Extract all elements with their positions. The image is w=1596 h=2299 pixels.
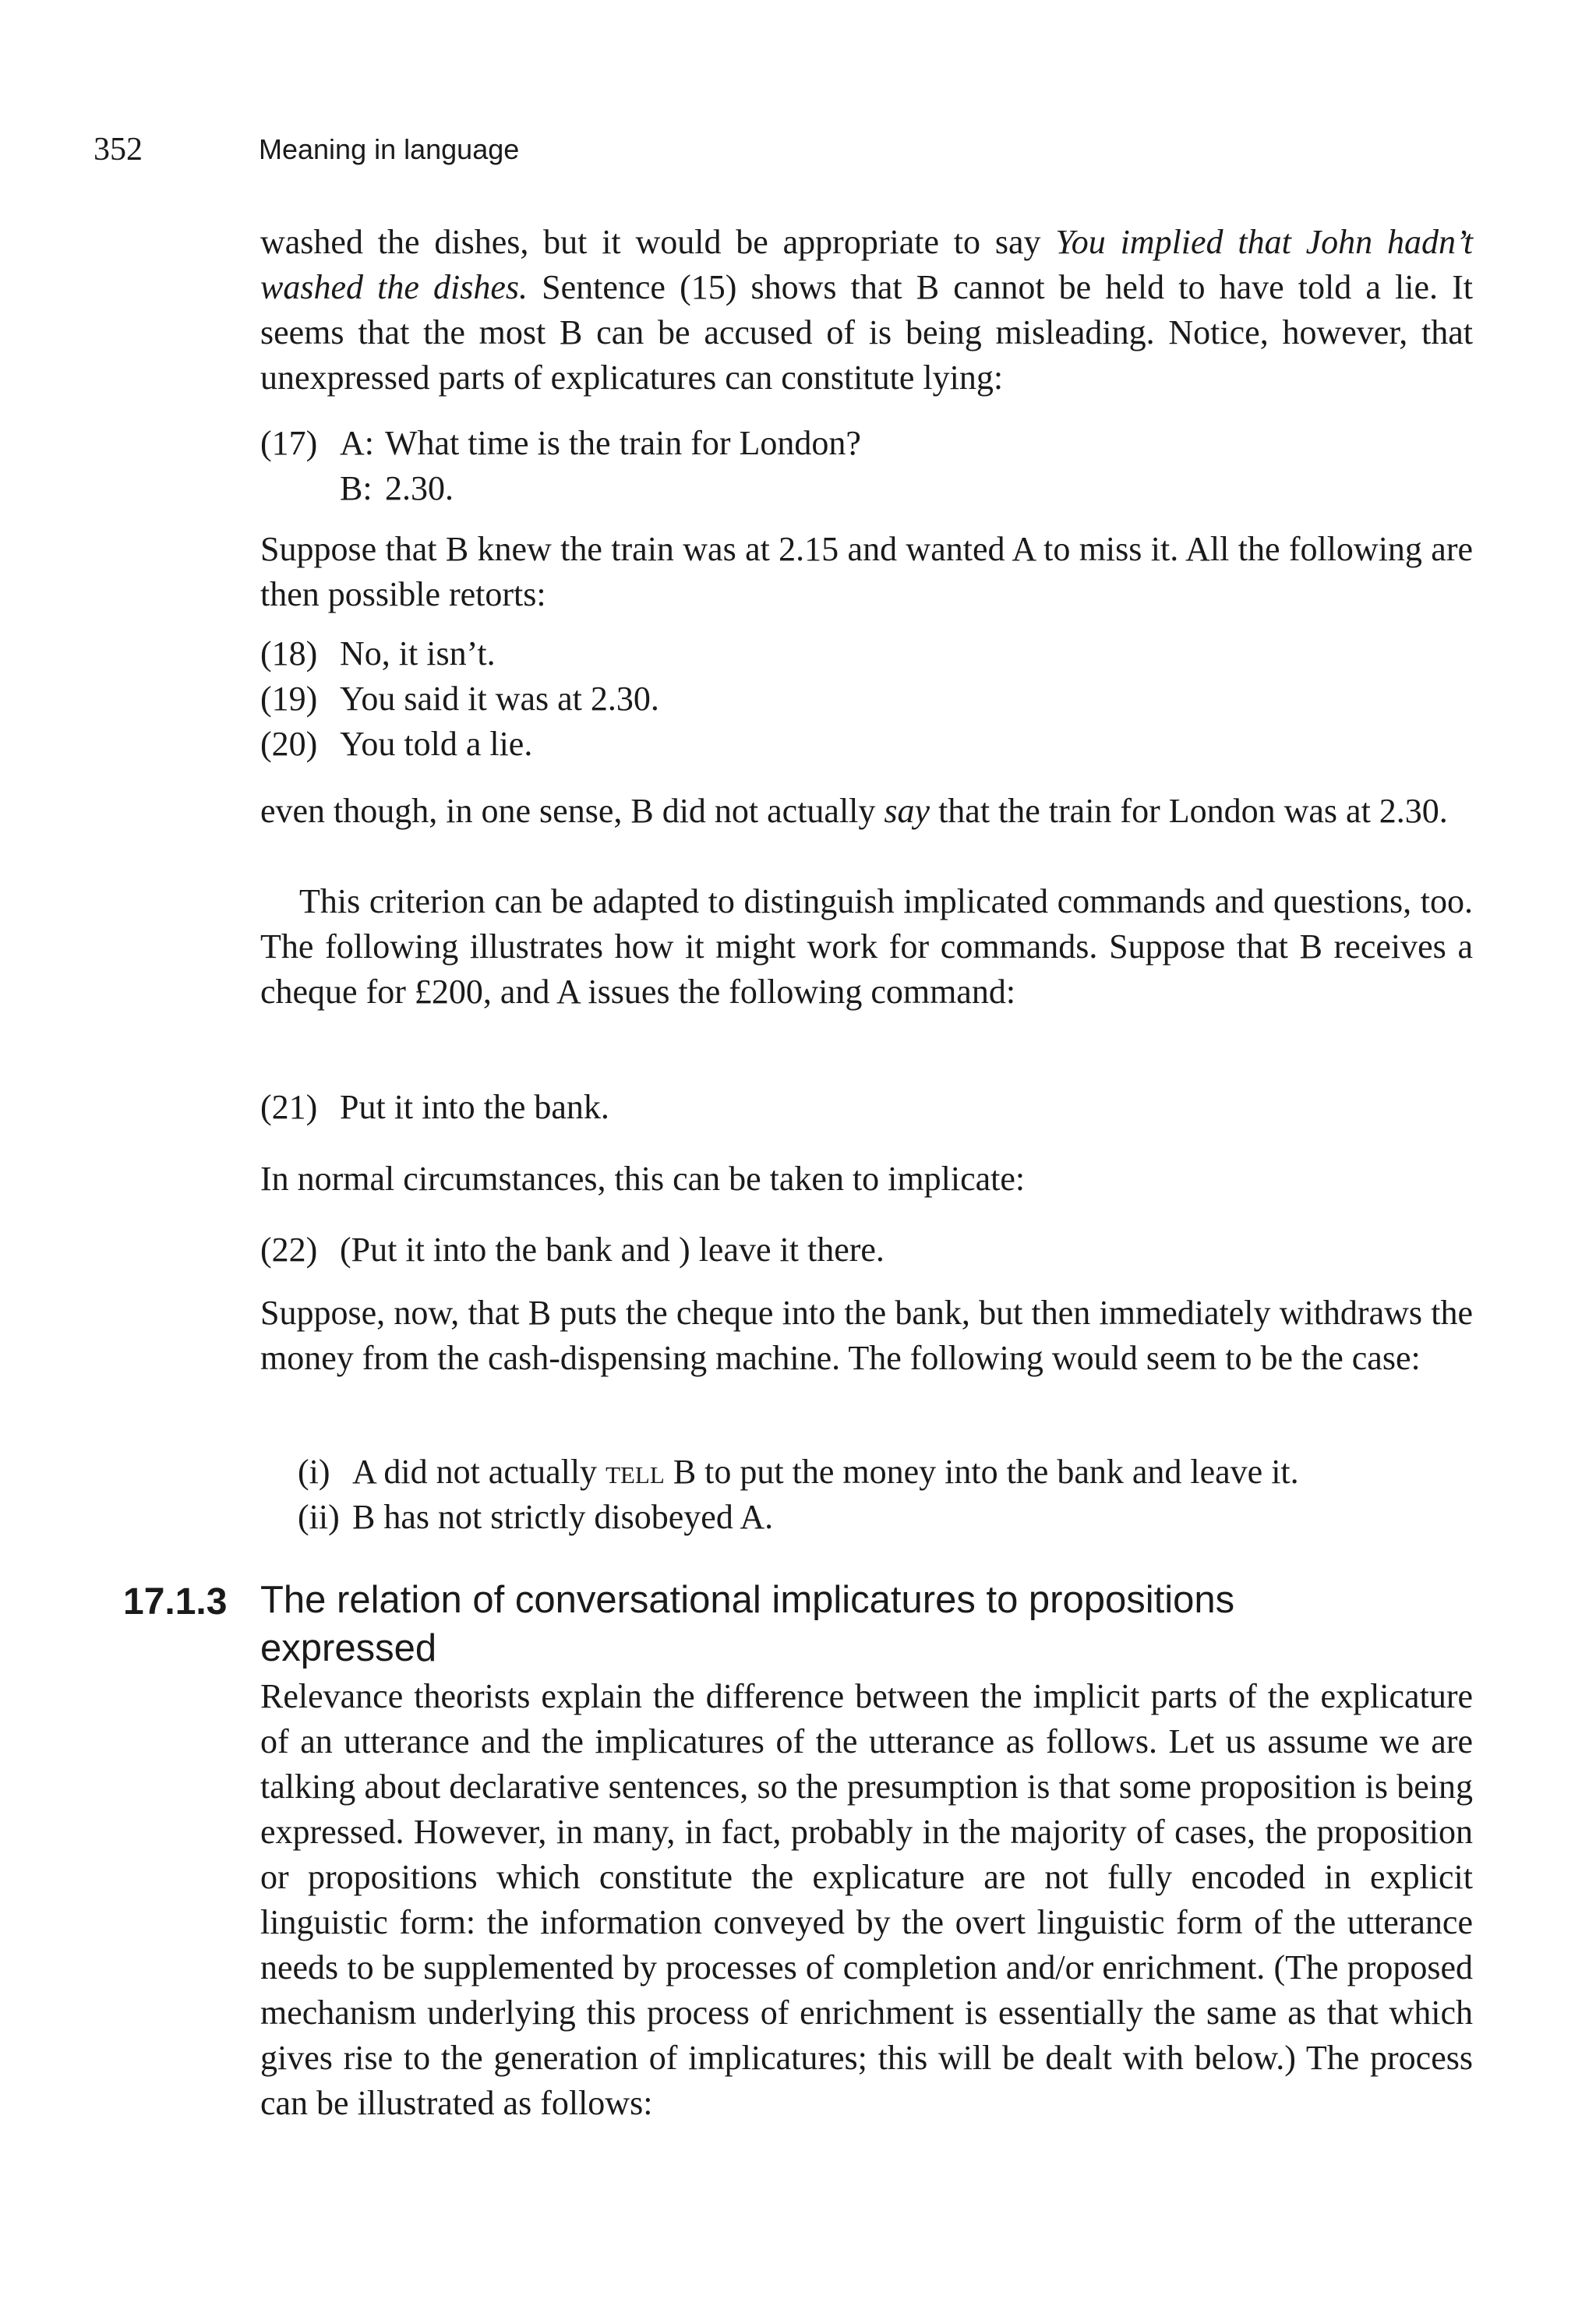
paragraph <box>260 1157 1473 1202</box>
paragraph-continued <box>260 220 1473 401</box>
roman-list <box>260 1450 1473 1540</box>
example-22 <box>260 1227 1473 1273</box>
list-number: (ii) <box>298 1498 340 1536</box>
list-text: B has not strictly disobeyed A. <box>352 1498 774 1536</box>
example-number: (20) <box>260 725 318 763</box>
paragraph-text: Suppose, now, that B puts the cheque into the bank, but then immediately withdraws the money from the cash-dispensing machine. The following would seem to be the case: <box>260 1294 1473 1377</box>
example-number: (19) <box>260 680 318 718</box>
paragraph-text: In normal circumstances, this can be taken to implicate: <box>260 1160 1026 1198</box>
list-item <box>260 1495 1473 1540</box>
list-item <box>260 1450 1473 1495</box>
paragraph-text: Relevance theorists explain the difference between the implicit parts of the explicature of an utterance and the implicatures of the utterance as follows. Let us assume we are talking about declarative sentences, so the presumption is that some proposition is being expressed. However, in many, in fact, probably in the majority of cases, the proposition or propositions which constitute the explicature are not fully encoded in explicit linguistic form: the information conveyed by the overt linguistic form of the utterance needs to be supplemented by processes of completion and/or enrichment. (The proposed mechanism underlying this process of enrichment is essentially the same as that which gives rise to the generation of implicatures; this will be dealt with below.) The process can be illustrated as follows: <box>260 1677 1473 2122</box>
example-number: (22) <box>260 1231 318 1269</box>
section-title: The relation of conversational implicatures to propositions expressed <box>260 1579 1235 1669</box>
utterance-a: What time is the train for London? <box>385 424 861 462</box>
emphasis-text: You implied that John hadn’t washed the dishes. <box>260 223 1473 306</box>
paragraph <box>260 1674 1473 2126</box>
paragraph-text: washed the dishes, but it would be appropriate to say <box>260 223 1056 261</box>
example-text: You told a lie. <box>340 725 533 763</box>
page-number: 352 <box>94 132 143 168</box>
example-number: (21) <box>260 1088 318 1126</box>
utterance-b: 2.30. <box>385 469 454 507</box>
paragraph <box>260 789 1473 834</box>
list-number: (i) <box>298 1453 330 1491</box>
example-17 <box>260 421 1473 511</box>
paragraph-text: even though, in one sense, B did not actually <box>260 792 885 830</box>
example-text: You said it was at 2.30. <box>340 680 659 718</box>
small-caps-text: tell <box>606 1453 665 1491</box>
example-21 <box>260 1085 1473 1130</box>
example-text: Put it into the bank. <box>340 1088 609 1126</box>
paragraph <box>260 879 1473 1015</box>
paragraph <box>260 1291 1473 1381</box>
example-text: (Put it into the bank and ) leave it there. <box>340 1231 885 1269</box>
section-number: 17.1.3 <box>123 1581 228 1623</box>
paragraph-text: that the train for London was at 2.30. <box>930 792 1448 830</box>
example-number: (17) <box>260 424 318 462</box>
examples-18-20 <box>260 631 1473 767</box>
paragraph-text: This criterion can be adapted to distinguish implicated commands and questions, too. The following illustrates how it might work for commands. Suppose that B receives a cheque for £200, and A issues the following command: <box>260 882 1473 1011</box>
example-number: (18) <box>260 634 318 673</box>
list-text: A did not actually <box>352 1453 606 1491</box>
running-head: Meaning in language <box>259 133 520 165</box>
paragraph-text: Sentence (15) shows that B cannot be held to have told a lie. It seems that the most B can be accused of is being misleading. Notice, however, that unexpressed parts of explicatures can constitute lying: <box>260 268 1473 397</box>
example-text: No, it isn’t. <box>340 634 496 673</box>
list-text: B to put the money into the bank and leave it. <box>664 1453 1299 1491</box>
speaker-a: A: <box>340 424 374 462</box>
emphasis-text: say <box>884 792 930 830</box>
paragraph <box>260 527 1473 617</box>
paragraph-text: Suppose that B knew the train was at 2.15 and wanted A to miss it. All the following are then possible retorts: <box>260 530 1473 613</box>
speaker-b: B: <box>340 469 373 507</box>
